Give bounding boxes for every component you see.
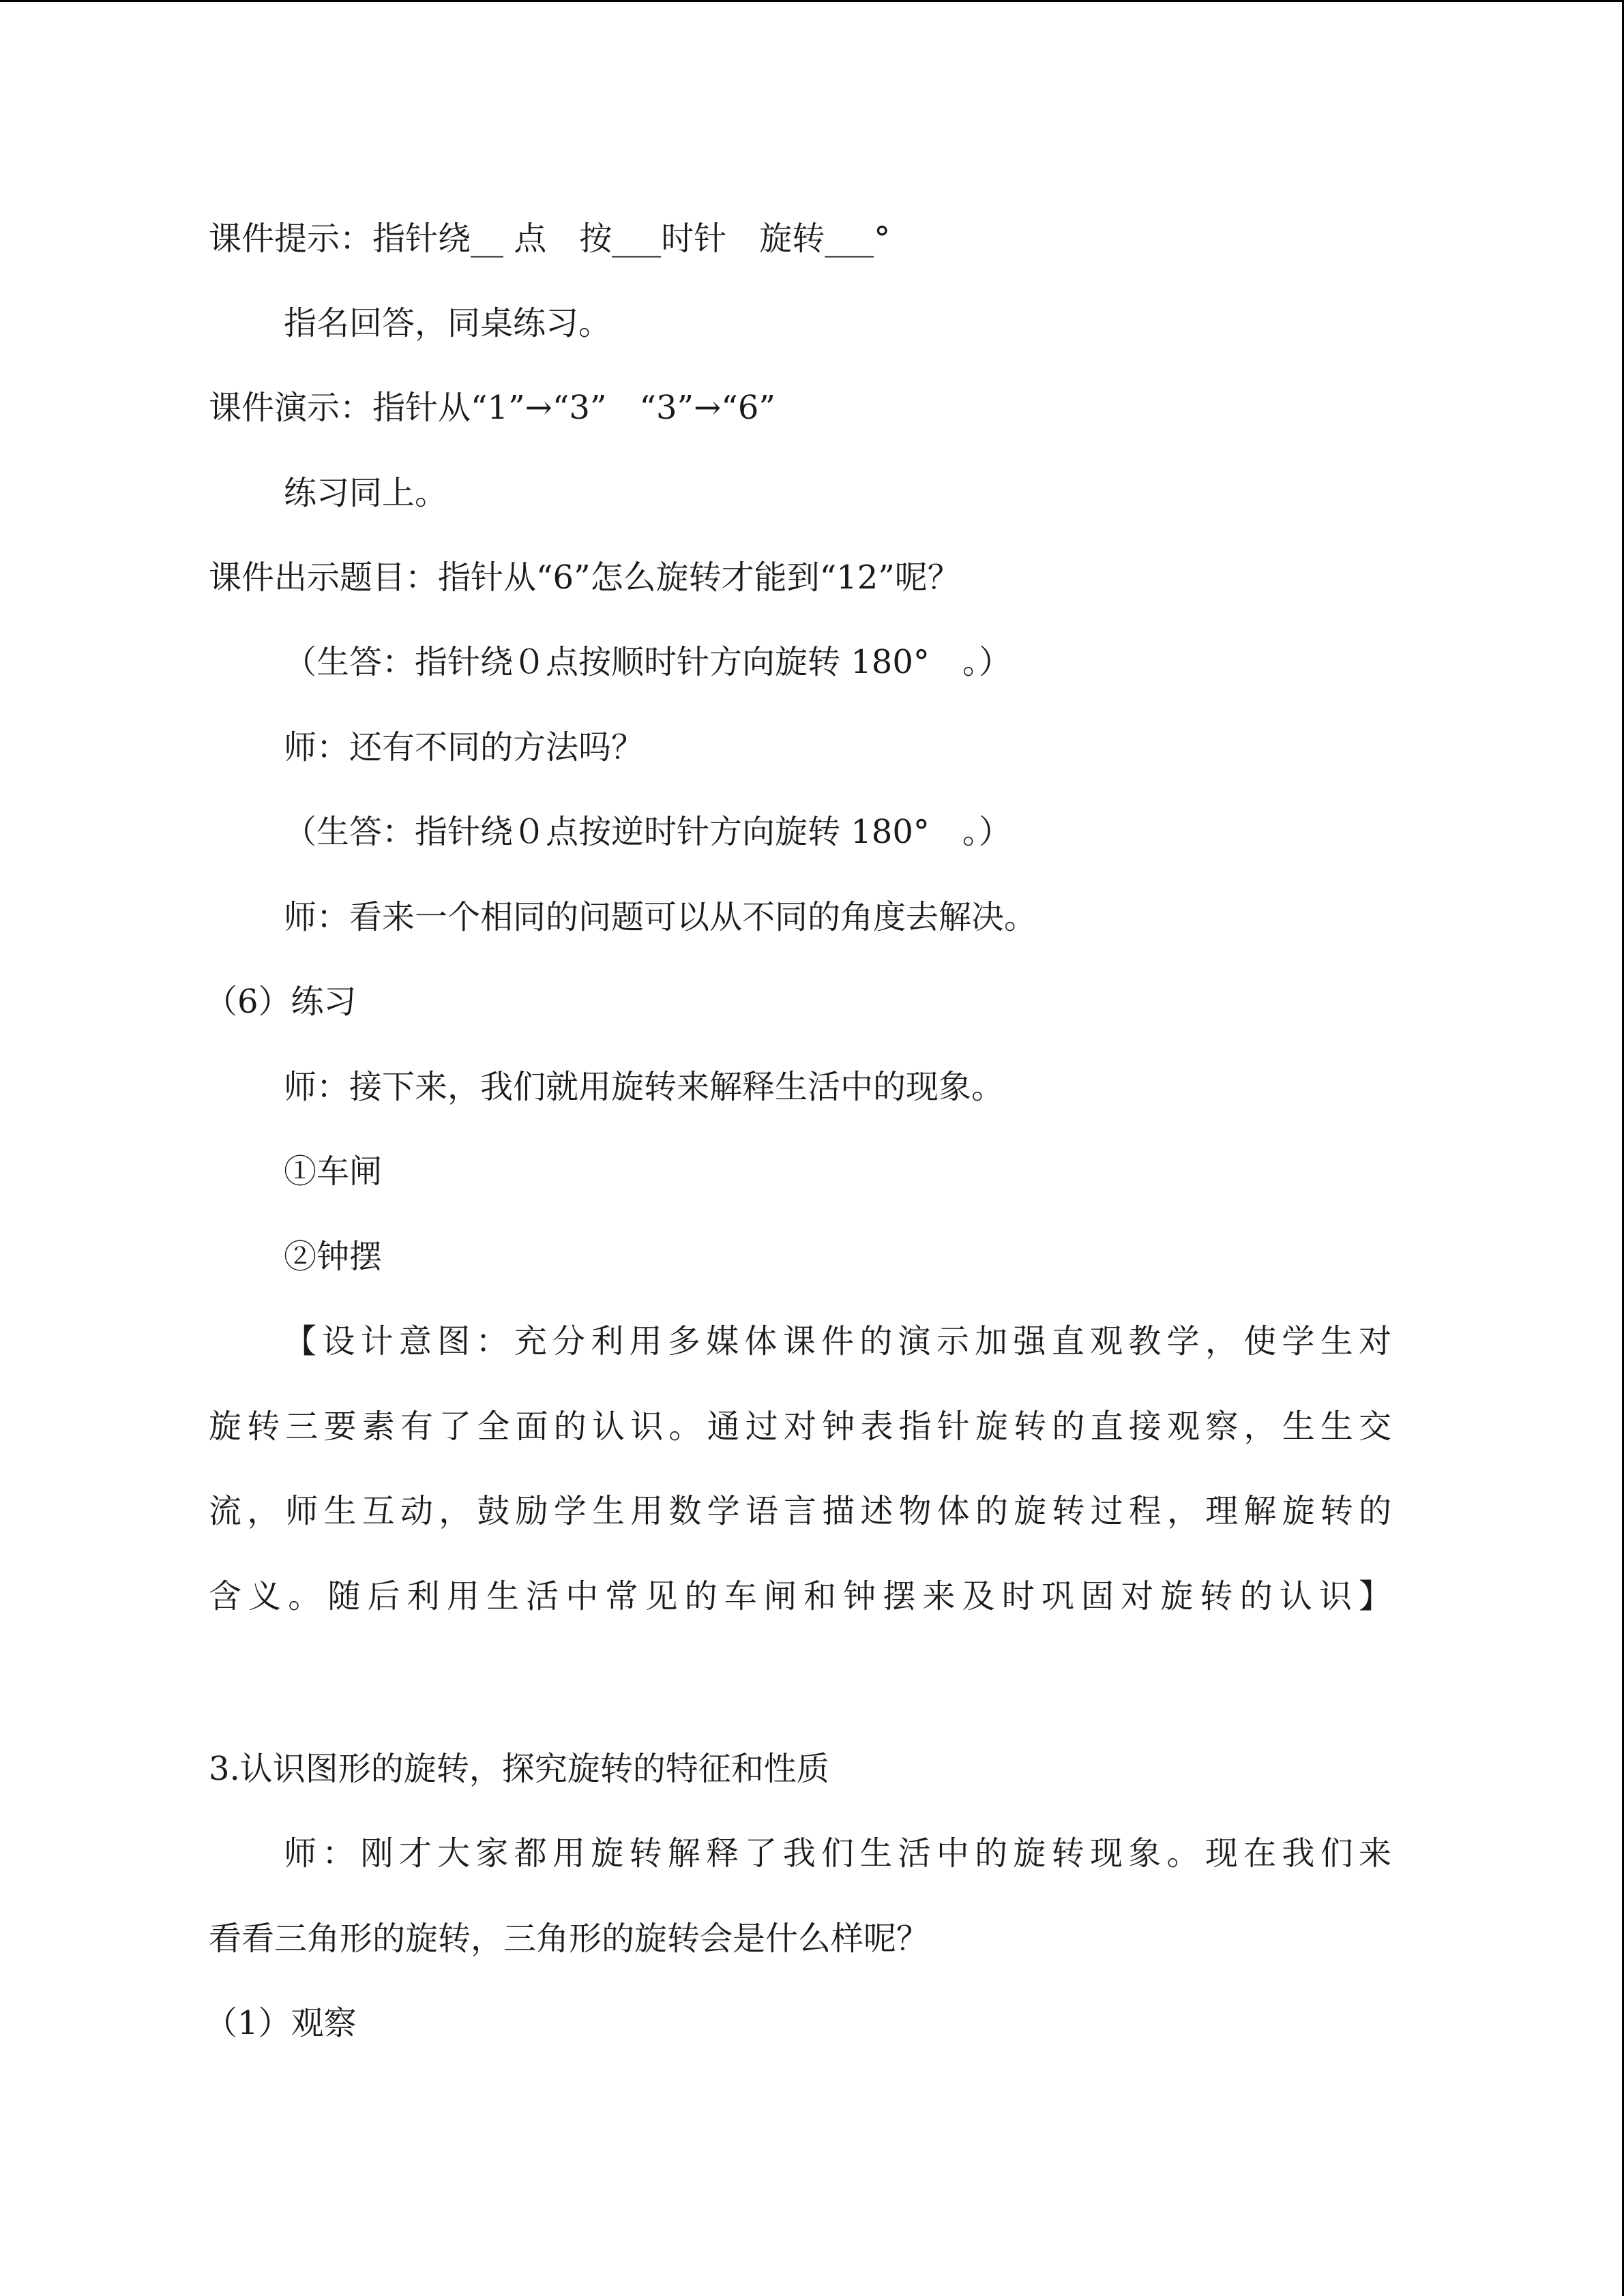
- courseware-demo-line: 课件演示：指针从“1”→“3” “3”→“6”: [209, 389, 776, 427]
- courseware-question-line: 课件出示题目：指针从“6”怎么旋转才能到“12”呢？: [209, 558, 960, 597]
- design-intent-line: 旋转三要素有了全面的认识。通过对钟表指针旋转的直接观察，生生交: [209, 1407, 1391, 1446]
- courseware-hint-line: 课件提示：指针绕__ 点 按___时针 旋转___°: [209, 220, 891, 258]
- student-answer-line: （生答：指针绕０点按顺时针方向旋转 180° 。）: [284, 643, 1012, 681]
- subsection-heading: （1）观察: [205, 2004, 357, 2042]
- practice-line: 练习同上。: [284, 474, 448, 512]
- section-heading: （6）练习: [205, 983, 357, 1021]
- paragraph-line: 看看三角形的旋转，三角形的旋转会是什么样呢？: [209, 1920, 930, 1958]
- teacher-remark-line: 师：接下来，我们就用旋转来解释生活中的现象。: [284, 1068, 1005, 1106]
- student-answer-line: （生答：指针绕０点按逆时针方向旋转 180° 。）: [284, 813, 1012, 851]
- teacher-remark-line: 师：刚才大家都用旋转解释了我们生活中的旋转现象。现在我们来: [284, 1834, 1391, 1873]
- teacher-remark-line: 师：看来一个相同的问题可以从不同的角度去解决。: [284, 898, 1037, 936]
- list-item: ①车闸: [284, 1152, 383, 1191]
- design-intent-line: 流，师生互动，鼓励学生用数学语言描述物体的旋转过程，理解旋转的: [209, 1492, 1391, 1530]
- teacher-question-line: 师：还有不同的方法吗？: [284, 728, 645, 766]
- list-item: ②钟摆: [284, 1238, 383, 1276]
- design-intent-line: 【设计意图：充分利用多媒体课件的演示加强直观教学，使学生对: [284, 1322, 1391, 1360]
- section-heading: 3.认识图形的旋转，探究旋转的特征和性质: [209, 1750, 829, 1788]
- instruction-line: 指名回答，同桌练习。: [284, 304, 612, 342]
- design-intent-line: 含义。随后利用生活中常见的车闸和钟摆来及时巩固对旋转的认识】: [209, 1577, 1391, 1615]
